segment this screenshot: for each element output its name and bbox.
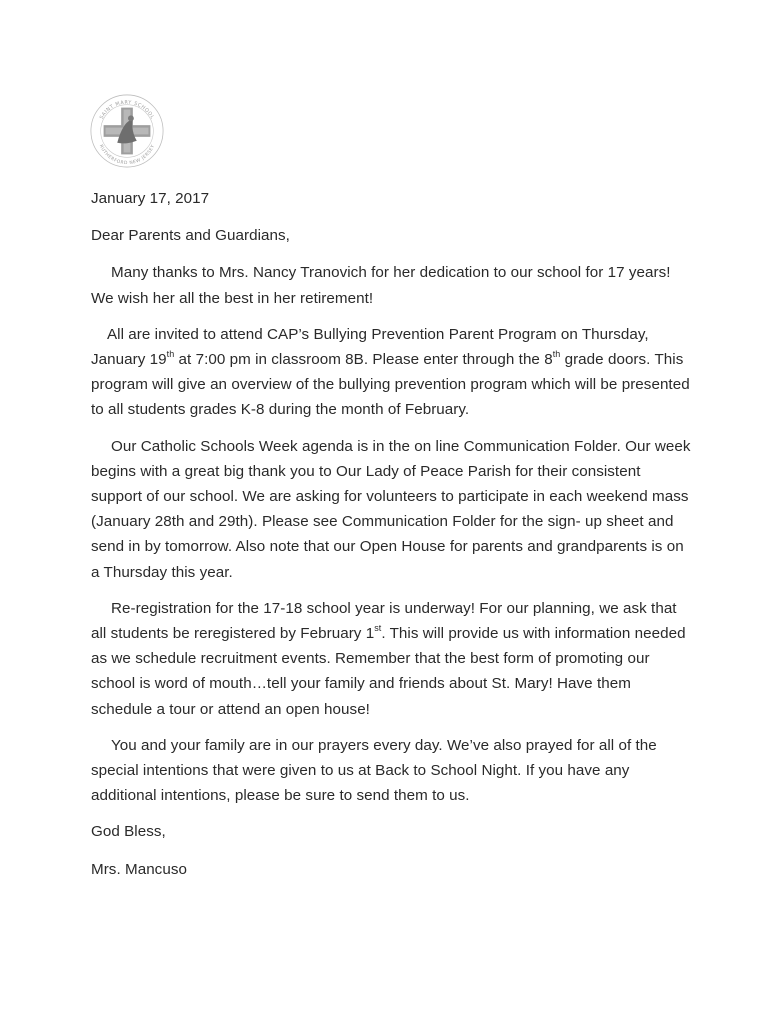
bullying-sup-2: th [552,348,561,359]
catholic-schools-week-text: Our Catholic Schools Week agenda is in the on line Communication Folder. Our week begins with a great big thank you to Our Lady of Peace Parish for their consistent support of our school. We are asking for volunteers to participate in each weekend mass (January 28th and 29th). Please see Communication Folder for the sign- up sheet and send in by tomorrow. Also note that our Open House for parents and grandparents is on a Thursday this year. [91,437,691,581]
bullying-text-2: at 7:00 pm in classroom 8B. Please enter through the 8 [174,351,553,369]
bullying-sup-1: th [166,348,175,359]
reregistration-text-1: Re-registration for the 17-18 school year is underway! For our planning, we ask that all students be reregistered by February 1 [91,599,677,643]
svg-text:RUTHERFORD NEW JERSEY: RUTHERFORD NEW JERSEY [97,144,157,167]
bullying-text-1: All are invited to attend CAP’s Bullying Prevention Parent Program on Thursday, January 19 [91,325,649,369]
reregistration-sup: st [374,622,382,633]
paragraph-retirement-text: Many thanks to Mrs. Nancy Tranovich for her dedication to our school for 17 years! We wish her all the best in her retirement! [91,264,671,307]
letter-closing: God Bless, [91,823,166,841]
letter-body [91,186,691,882]
paragraph-catholic-schools-week [91,434,691,585]
letter-signature: Mrs. Mancuso [91,860,187,878]
svg-text:SAINT MARY SCHOOL: SAINT MARY SCHOOL [98,99,156,121]
reregistration-text-2: . This will provide us with information needed as we schedule recruitment events. Remember that the best form of promoting our school is word of mouth…tell your family and friends about St. Mary! Have them schedule a tour or attend an open house! [91,625,686,718]
letter-salutation: Dear Parents and Guardians, [91,227,290,245]
paragraph-reregistration [91,596,691,722]
paragraph-bullying-program [91,322,691,423]
paragraph-prayers [91,733,691,809]
prayers-text: You and your family are in our prayers every day. We’ve also prayed for all of the special intentions that were given to us at Back to School Night. If you have any additional intentions, please be sure to send them to us. [91,736,657,805]
bullying-text-3: grade doors. This program will give an overview of the bullying prevention program which will be presented to all students grades K-8 during the month of February. [91,351,690,419]
letter-date: January 17, 2017 [91,190,210,207]
school-seal-logo [88,92,166,170]
paragraph-retirement-thanks [91,260,691,310]
